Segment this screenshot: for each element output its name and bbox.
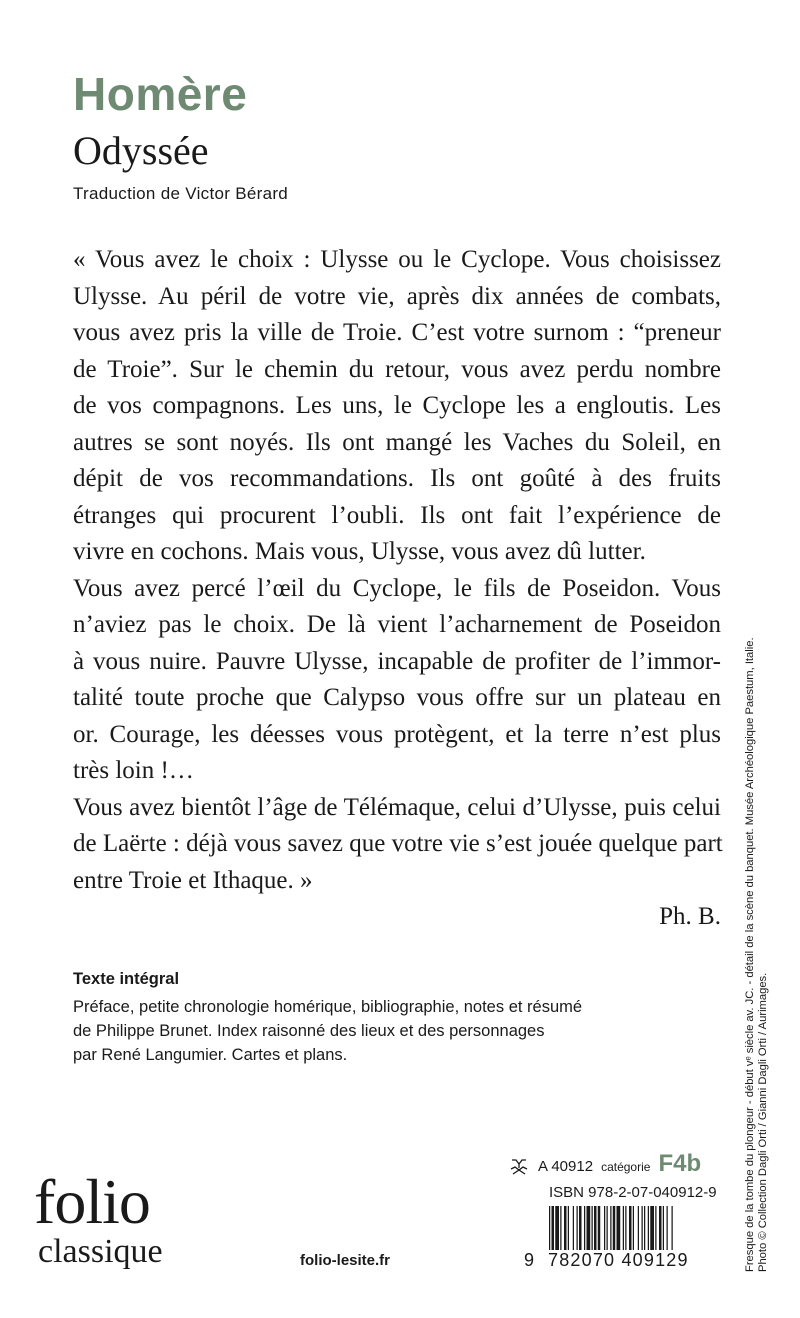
- barcode-digits: 782070 409129: [548, 1250, 689, 1270]
- category-label: catégorie: [601, 1160, 651, 1174]
- blurb-line: entre Troie et Ithaque. »: [73, 866, 313, 894]
- extras-heading: Texte intégral: [73, 970, 180, 988]
- blurb-line: n’aviez pas le choix. De là vient l’acharnement de Poseidon: [73, 611, 721, 638]
- blurb-line: de Laërte : déjà vous savez que votre vie s’est jouée quelque part: [73, 830, 723, 857]
- book-title: Odyssée: [73, 128, 209, 173]
- blurb: [73, 242, 721, 936]
- blurb-line: de Troie”. Sur le chemin du retour, vous avez perdu nombre: [73, 355, 721, 383]
- photo-credit-line: Fresque de la tombe du plongeur - début vᵉ siècle av. JC. - détail de la scène du banquet. Musée Archéologique Paestum, Italie.: [744, 637, 756, 1272]
- blurb-line: dépit de vos recommandations. Ils ont goûté à des fruits: [73, 465, 721, 492]
- isbn: ISBN 978-2-07-040912-9: [549, 1184, 717, 1201]
- blurb-line: vous avez pris la ville de Troie. C’est votre surnom : “preneur: [73, 319, 721, 346]
- gallimard-stars-icon: [508, 1157, 530, 1177]
- product-code-row: [508, 1150, 720, 1184]
- extras-line: Préface, petite chronologie homérique, bibliographie, notes et résumé: [73, 998, 583, 1016]
- photo-credit: [744, 637, 770, 1272]
- translator-credit: Traduction de Victor Bérard: [73, 184, 289, 203]
- barcode-lead-digit: 9: [524, 1250, 536, 1270]
- category-value: F4b: [658, 1150, 702, 1177]
- product-code: A 40912: [538, 1158, 594, 1175]
- publisher-website: folio-lesite.fr: [300, 1252, 391, 1269]
- barcode-number: [524, 1250, 724, 1271]
- blurb-line: à vous nuire. Pauvre Ulysse, incapable de profiter de l’immor-: [73, 647, 721, 675]
- blurb-line: vivre en cochons. Mais vous, Ulysse, vous avez dû lutter.: [73, 538, 646, 565]
- blurb-line: de vos compagnons. Les uns, le Cyclope les a engloutis. Les: [73, 392, 721, 419]
- blurb-line: « Vous avez le choix : Ulysse ou le Cyclope. Vous choisissez: [73, 246, 721, 273]
- blurb-line: talité toute proche que Calypso vous offre sur un plateau en: [73, 684, 721, 711]
- extras-line: par René Langumier. Cartes et plans.: [73, 1046, 348, 1064]
- blurb-line: or. Courage, les déesses vous protègent, et la terre n’est plus: [73, 720, 721, 748]
- blurb-line: Ulysse. Au péril de votre vie, après dix années de combats,: [73, 282, 721, 310]
- folio-logo: folio: [34, 1166, 150, 1237]
- blurb-line: Vous avez bientôt l’âge de Télémaque, celui d’Ulysse, puis celui: [73, 793, 721, 821]
- blurb-signature: Ph. B.: [659, 903, 721, 930]
- author-name: Homère: [73, 68, 248, 120]
- blurb-line: Vous avez percé l’œil du Cyclope, le fils de Poseidon. Vous: [73, 574, 721, 602]
- extras-text: [73, 995, 582, 1067]
- extras-line: de Philippe Brunet. Index raisonné des lieux et des personnages: [73, 1022, 545, 1040]
- blurb-line: étranges qui procurent l’oubli. Ils ont fait l’expérience de: [73, 501, 721, 529]
- classique-logo: classique: [38, 1233, 163, 1270]
- blurb-line: autres se sont noyés. Ils ont mangé les Vaches du Soleil, en: [73, 428, 721, 456]
- blurb-line: très loin !…: [73, 757, 194, 784]
- photo-credit-line: Photo © Collection Dagli Orti / Gianni Dagli Orti / Aurimages.: [757, 972, 769, 1272]
